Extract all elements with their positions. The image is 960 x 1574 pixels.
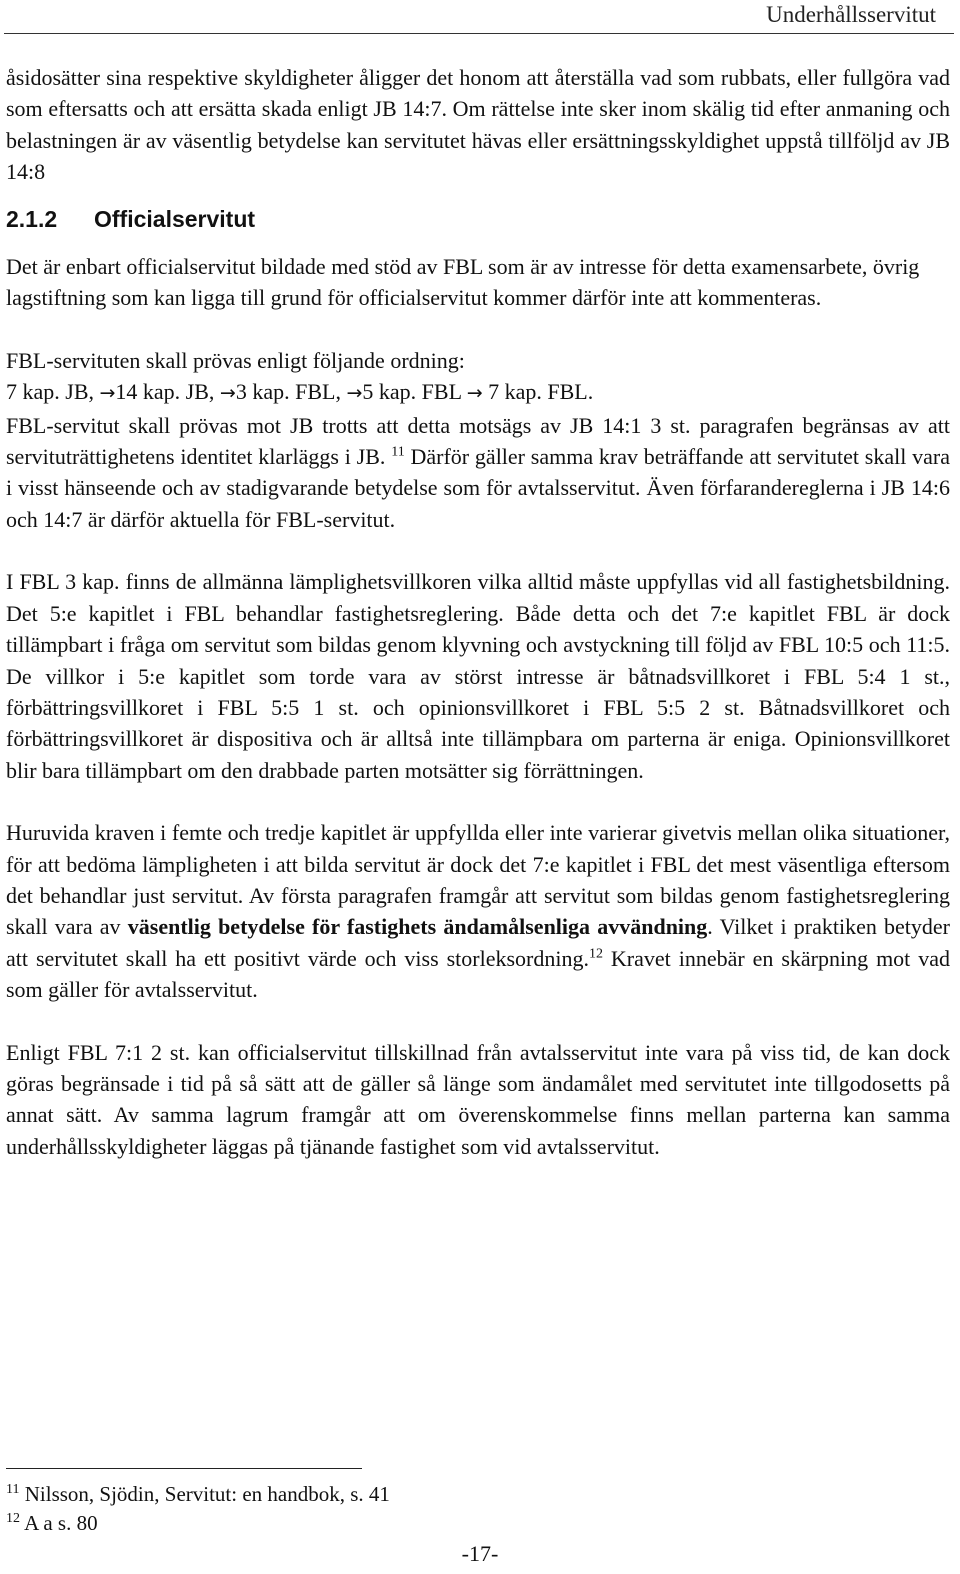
footnote-12 (6, 1511, 98, 1536)
paragraph-1: åsidosätter sina respektive skyldigheter åligger det honom att återställa vad som rubbats, eller fullgöra vad som eftersatts och att ersätta skada enligt JB 14:7. Om rättelse inte sker inom skälig tid efter anmaning och belastningen är av väsentlig betydelse kan servitutet hävas eller ersättningsskyldighet uppstå tillföljd av JB 14:8 (6, 65, 950, 185)
footnote-text: Nilsson, Sjödin, Servitut: en handbok, s. 41 (24, 1482, 390, 1506)
arrow-right-icon: → (346, 382, 363, 405)
footnote-ref-11: 11 (391, 444, 405, 460)
arrow-right-icon: → (219, 382, 236, 405)
section-title: Officialservitut (94, 205, 256, 232)
arrow-right-icon: → (466, 382, 483, 405)
page-body (6, 62, 950, 1162)
section-heading (6, 204, 950, 235)
p5-text-b: . Vilket i praktiken betyder att servitutet skall ha ett positivt värde och viss storleksordning. (6, 914, 950, 971)
footnote-rule (6, 1468, 362, 1469)
p3-text-a: FBL-servitut skall prövas mot JB trotts att detta motsägs av JB 14:1 3 st. paragrafen begränsas av att servituträttighetens identitet klarläggs i JB. (6, 412, 950, 470)
p5-bold-phrase: väsentlig betydelse för fastighets ändamålsenliga avvändning (127, 914, 708, 940)
order-step: 3 kap. FBL, (235, 379, 341, 405)
order-step: 7 kap. FBL. (482, 379, 594, 405)
procedure-order (6, 376, 950, 409)
footnote-number: 11 (6, 1482, 20, 1497)
paragraph-4: I FBL 3 kap. finns de allmänna lämplighetsvillkoren vilka alltid måste uppfyllas vid all fastighetsbildning. Det 5:e kapitlet i FBL behandlar fastighetsreglering. Både detta och det 7:e kapitlet FBL är dock tillämpbart i fråga om servitut som bildas genom klyvning och avstyckning till följd av FBL 10:5 och 11:5. De villkor i 5:e kapitlet som torde vara av störst intresse är båtnadsvillkoret i FBL 5:4 1 st., förbättringsvillkoret i FBL 5:5 1 st. och opinionsvillkoret i FBL 5:5 2 st. Båtnadsvillkoret och förbättringsvillkoret är dispositiva och är alltså inte tillämpbara om parterna är eniga. Opinionsvillkoret blir bara tillämpbart om den drabbade parten motsätter sig förrättningen. (6, 569, 950, 783)
footnote-11 (6, 1482, 390, 1507)
paragraph-2: Det är enbart officialservitut bildade med stöd av FBL som är av intresse för detta examensarbete, övrig lagstiftning som kan ligga till grund för officialservitut kommer därför inte att kommenteras. (6, 254, 920, 311)
arrow-right-icon: → (99, 382, 116, 405)
p5-text-a: Huruvida kraven i femte och tredje kapitlet är uppfyllda eller inte varierar givetvis mellan olika situationer, för att bedöma lämpligheten i att bilda servitut är dock det 7:e kapitlet i FBL det mest väsentliga eftersom det behandlar just servitut. Av första paragrafen framgår att servitut som bildas genom fastighetsreglering skall vara av (6, 820, 950, 940)
order-step: 14 kap. JB, (115, 379, 215, 405)
footnote-ref-12: 12 (588, 946, 603, 962)
paragraph-6: Enligt FBL 7:1 2 st. kan officialservitut tillskillnad från avtalsservitut inte vara på viss tid, de kan dock göras begränsade i tid på så sätt att de gäller så länge som ändamålet med servitutet inte tillgodosetts på annat sätt. Av samma lagrum framgår att om överenskommelse finns mellan parterna kan samma underhållsskyldigheter läggas på tjänande fastighet som vid avtalsservitut. (6, 1039, 950, 1159)
paragraph-3-intro: FBL-servituten skall prövas enligt följande ordning: (6, 347, 465, 373)
running-header: Underhållsservitut (766, 2, 936, 27)
footnote-number: 12 (6, 1511, 20, 1526)
order-step: 5 kap. FBL (362, 379, 462, 405)
paragraph-3-body (6, 410, 950, 536)
header-rule (4, 33, 954, 34)
section-number: 2.1.2 (6, 205, 58, 232)
p5-text-c: Kravet innebär en skärpning mot vad som gäller för avtalsservitut. (6, 945, 951, 1003)
page-number: -17- (461, 1541, 499, 1566)
footnote-text: A a s. 80 (24, 1511, 98, 1535)
order-step: 7 kap. JB, (6, 379, 94, 405)
p3-text-b: Därför gäller samma krav beträffande att servitutet skall vara i visst hänseende och av stadigvarande betydelse som för avtalsservitut. Även förfarandereglerna i JB 14:6 och 14:7 är därför aktuella för FBL-servitut. (6, 444, 951, 532)
paragraph-5 (6, 817, 950, 1005)
